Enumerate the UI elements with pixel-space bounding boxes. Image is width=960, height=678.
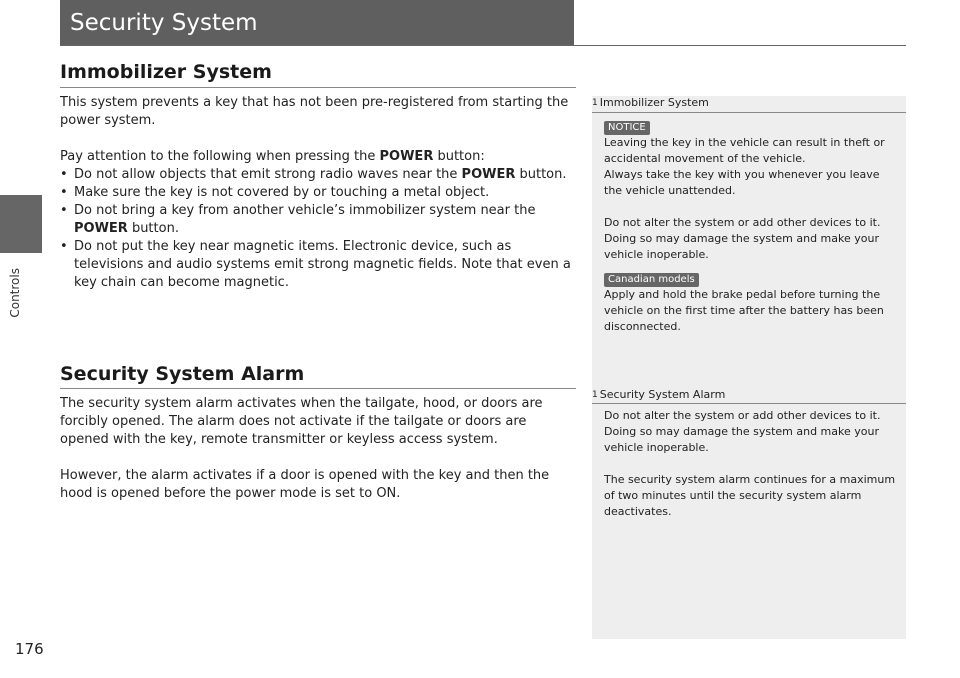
immobilizer-heading: Immobilizer System — [60, 61, 272, 83]
canadian-models-text: Apply and hold the brake pedal before turning the vehicle on the first time after the battery has been disconnected. — [604, 288, 884, 333]
title-divider — [60, 45, 906, 46]
page-title: Security System — [60, 0, 574, 46]
notice-badge: NOTICE — [604, 121, 650, 135]
side-tab-label: Controls — [8, 268, 22, 318]
note-immobilizer-body — [604, 119, 898, 335]
immobilizer-heading-rule — [60, 87, 576, 88]
notice-text-1: Leaving the key in the vehicle can result in theft or accidental movement of the vehicle. — [604, 136, 885, 165]
immobilizer-body — [60, 94, 576, 292]
note-alarm-para2: The security system alarm continues for a maximum of two minutes until the security system alarm deactivates. — [604, 473, 896, 518]
note-alarm-rule — [592, 403, 906, 404]
list-item: • Do not bring a key from another vehicle’s immobilizer system near the POWER button. — [60, 202, 576, 238]
note-alarm-para1: Do not alter the system or add other devices to it. Doing so may damage the system and make your vehicle inoperable. — [604, 409, 881, 454]
notice-text-2: Always take the key with you whenever you leave the vehicle unattended. — [604, 168, 880, 197]
immobilizer-attention: Pay attention to the following when pressing the POWER button: — [60, 149, 485, 164]
list-item: • Do not allow objects that emit strong radio waves near the POWER button. — [60, 166, 576, 184]
canadian-models-badge: Canadian models — [604, 273, 699, 287]
page-number: 176 — [15, 640, 44, 658]
alarm-paragraph-1: The security system alarm activates when the tailgate, hood, or doors are forcibly opened. The alarm does not activate if the tailgate or doors are opened with the key, remote transmitter or keyless access system. — [60, 396, 543, 447]
immobilizer-intro: This system prevents a key that has not been pre-registered from starting the power system. — [60, 95, 569, 128]
note-immobilizer-title: 1 Immobilizer System — [592, 96, 709, 109]
list-item: • Do not put the key near magnetic items. Electronic device, such as televisions and audio systems emit strong magnetic fields. Note that even a key chain can become magnetic. — [60, 238, 576, 292]
note-immobilizer-para2: Do not alter the system or add other devices to it. Doing so may damage the system and make your vehicle inoperable. — [604, 216, 881, 261]
alarm-body — [60, 395, 576, 503]
alarm-paragraph-2: However, the alarm activates if a door is opened with the key and then the hood is opened before the power mode is set to ON. — [60, 468, 550, 501]
note-alarm-title: 1 Security System Alarm — [592, 388, 726, 401]
note-immobilizer-rule — [592, 112, 906, 113]
alarm-heading-rule — [60, 388, 576, 389]
side-tab — [0, 0, 42, 604]
alarm-heading: Security System Alarm — [60, 363, 305, 385]
note-alarm-body — [604, 408, 898, 520]
list-item: • Make sure the key is not covered by or touching a metal object. — [60, 184, 576, 202]
immobilizer-bullets — [60, 166, 576, 292]
side-tab-marker — [0, 195, 42, 253]
